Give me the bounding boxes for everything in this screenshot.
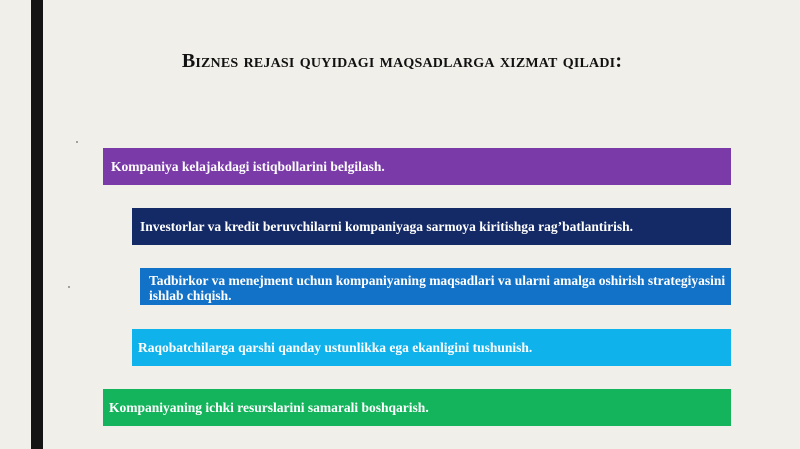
- list-item-4: [132, 329, 731, 366]
- slide-title: Biznes rejasi quyidagi maqsadlarga xizmat qiladi:: [181, 50, 623, 72]
- list-item-1: [103, 148, 731, 185]
- list-item-text: Tadbirkor va menejment uchun kompaniyaning maqsadlari va ularni amalga oshirish strategiyasini ishlab chiqish.: [149, 272, 726, 303]
- list-item-text: Investorlar va kredit beruvchilarni kompaniyaga sarmoya kiritishga rag’batlantirish.: [140, 219, 634, 234]
- decorative-dot: [68, 286, 70, 288]
- list-item-3: [140, 268, 731, 305]
- list-item-text: Raqobatchilarga qarshi qanday ustunlikka ega ekanligini tushunish.: [138, 340, 533, 355]
- list-item-5: [103, 389, 731, 426]
- decorative-dot: [76, 141, 78, 143]
- list-item-text: Kompaniya kelajakdagi istiqbollarini belgilash.: [111, 159, 385, 174]
- list-item-2: [132, 208, 731, 245]
- list-item-text: Kompaniyaning ichki resurslarini samarali boshqarish.: [109, 400, 429, 415]
